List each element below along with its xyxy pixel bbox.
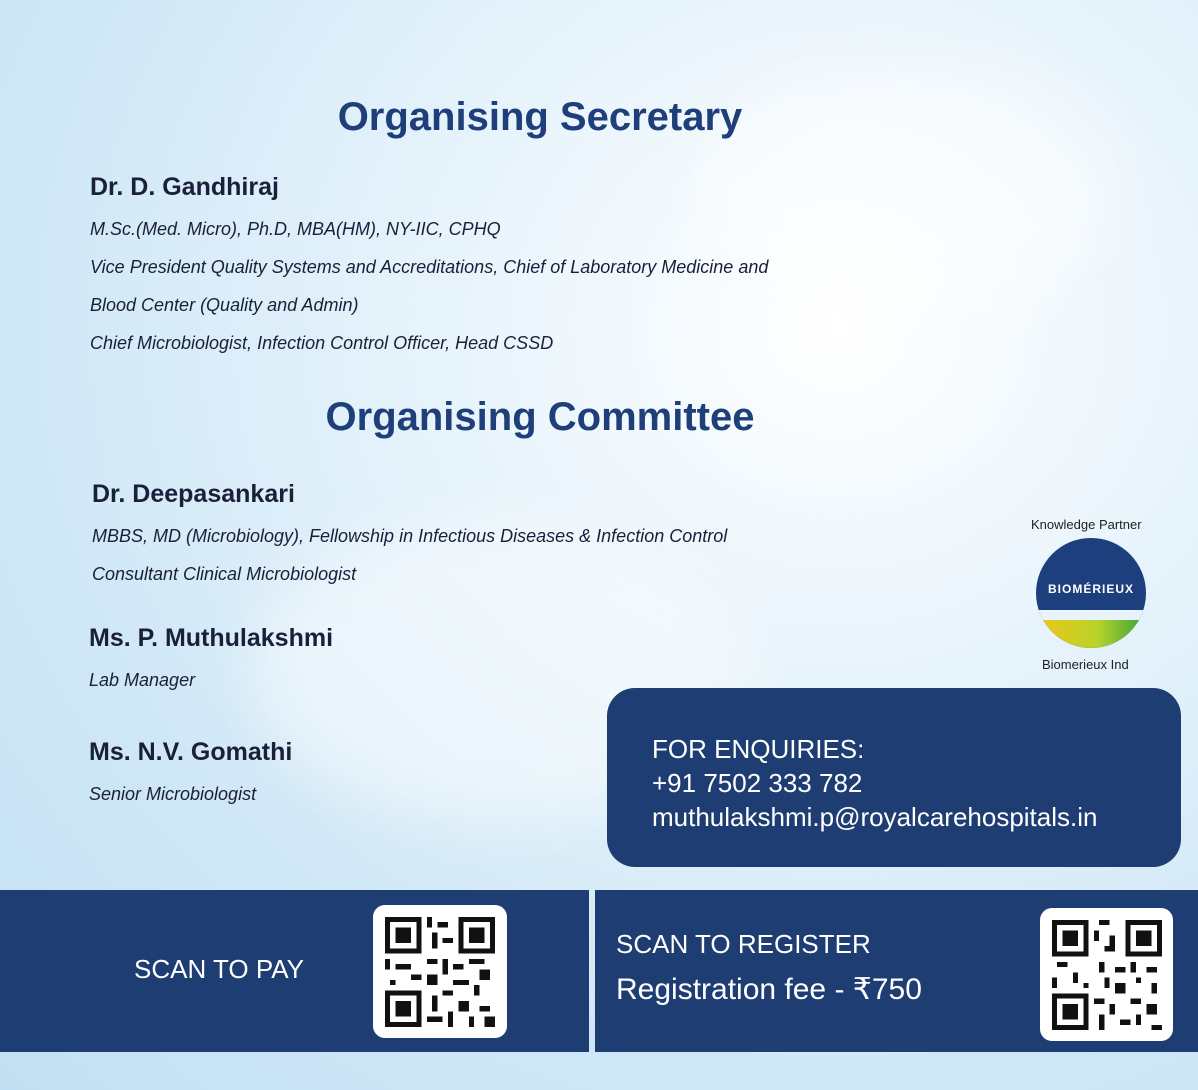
member-name: Ms. P. Muthulakshmi: [89, 624, 334, 652]
registration-fee: Registration fee - ₹750: [616, 973, 922, 1006]
secretary-line: Vice President Quality Systems and Accreditations, Chief of Laboratory Medicine and: [90, 257, 769, 277]
secretary-heading: Organising Secretary: [337, 95, 743, 139]
secretary-line: M.Sc.(Med. Micro), Ph.D, MBA(HM), NY-IIC, CPHQ: [90, 219, 501, 239]
scan-to-pay-label: SCAN TO PAY: [134, 954, 305, 984]
committee-heading: Organising Committee: [325, 395, 755, 439]
enquiries-email[interactable]: muthulakshmi.p@royalcarehospitals.in: [652, 802, 1098, 832]
member-line: MBBS, MD (Microbiology), Fellowship in Infectious Diseases & Infection Control: [92, 526, 728, 546]
scan-to-register-label: SCAN TO REGISTER: [616, 929, 871, 959]
qr-icon: [385, 917, 495, 1027]
enquiries-phone[interactable]: +91 7502 333 782: [652, 768, 863, 798]
enquiries-box: [607, 688, 1181, 867]
logo-arc: [1036, 618, 1146, 648]
member-name: Ms. N.V. Gomathi: [89, 738, 293, 766]
partner-label: Knowledge Partner: [1031, 517, 1142, 532]
member-line: Senior Microbiologist: [89, 784, 257, 804]
biomerieux-logo: [1036, 538, 1146, 648]
pay-qr-code[interactable]: [373, 905, 507, 1038]
register-qr-code[interactable]: [1040, 908, 1173, 1041]
member-name: Dr. Deepasankari: [92, 480, 295, 508]
qr-icon: [1052, 920, 1162, 1030]
logo-text: BIOMÉRIEUX: [1047, 582, 1134, 596]
member-line: Consultant Clinical Microbiologist: [92, 564, 357, 584]
member-line: Lab Manager: [89, 670, 196, 690]
footer-register-panel: [595, 890, 1198, 1052]
footer-pay-panel: [0, 890, 589, 1052]
secretary-name: Dr. D. Gandhiraj: [90, 173, 279, 201]
partner-caption: Biomerieux Ind: [1042, 657, 1129, 672]
enquiries-title: FOR ENQUIRIES:: [652, 734, 865, 764]
secretary-line: Chief Microbiologist, Infection Control Officer, Head CSSD: [90, 333, 554, 353]
secretary-line: Blood Center (Quality and Admin): [90, 295, 359, 315]
